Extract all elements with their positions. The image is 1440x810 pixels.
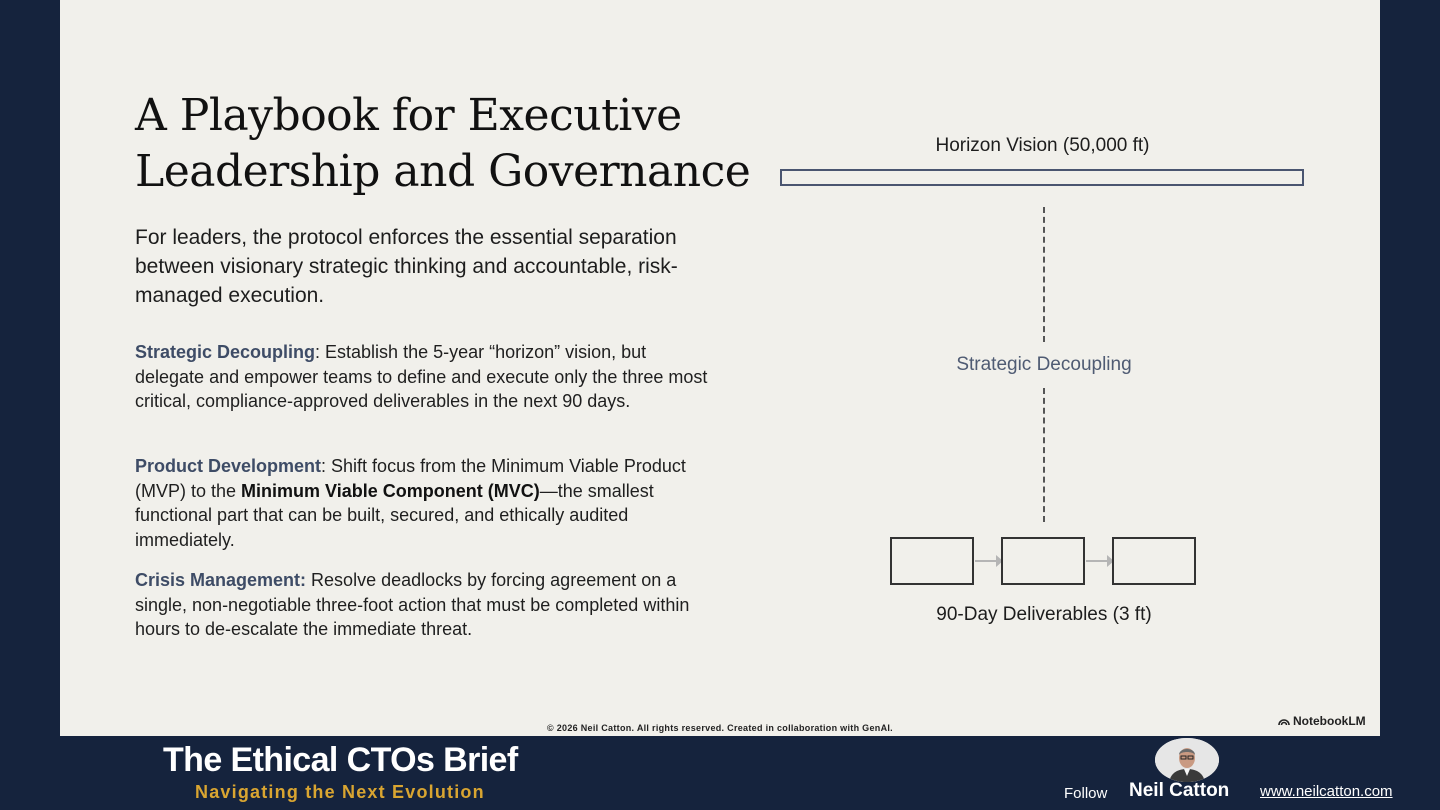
deliverable-box-3: [1112, 537, 1196, 585]
item-bold-term: Minimum Viable Component (MVC): [241, 480, 540, 501]
dashed-connector-bottom: [1043, 388, 1045, 522]
website-link[interactable]: www.neilcatton.com: [1260, 783, 1393, 800]
title-line-1: A Playbook for Executive: [135, 90, 682, 141]
item-strategic-decoupling: [135, 340, 720, 414]
item-text: : Establish the 5-year “horizon” vision, but delegate and empower teams to define and execute only the three most critical, compliance-approved deliverables in the next 90 days.: [135, 342, 708, 411]
item-label: Product Development: [135, 456, 322, 476]
item-label: Strategic Decoupling: [135, 342, 316, 362]
notebooklm-text: NotebookLM: [1293, 714, 1366, 728]
brand-subtitle: Navigating the Next Evolution: [195, 782, 485, 802]
strategic-decoupling-label: Strategic Decoupling: [956, 354, 1132, 375]
horizon-vision-label: Horizon Vision (50,000 ft): [935, 135, 1150, 156]
brand-title: The Ethical CTOs Brief: [163, 741, 518, 779]
arrow-right-icon: [1086, 560, 1112, 562]
notebooklm-logo: [1278, 714, 1366, 728]
item-text: : Shift focus from the Minimum Viable Product (MVP) to the: [135, 456, 686, 501]
avatar[interactable]: [1155, 738, 1219, 782]
slide: [60, 0, 1380, 736]
person-icon: [1155, 738, 1219, 782]
item-product-development: [135, 454, 720, 552]
arrow-right-icon: [975, 560, 1001, 562]
notebooklm-icon: [1278, 716, 1290, 726]
horizon-bar: [780, 169, 1304, 186]
dashed-connector-top: [1043, 207, 1045, 342]
deliverables-label: 90-Day Deliverables (3 ft): [936, 604, 1152, 625]
lead-paragraph: For leaders, the protocol enforces the essential separation between visionary strategic thinking and accountable, risk-managed execution.: [135, 226, 678, 307]
deliverable-box-1: [890, 537, 974, 585]
deliverable-box-2: [1001, 537, 1085, 585]
copyright-notice: © 2026 Neil Catton. All rights reserved. Created in collaboration with GenAI.: [547, 723, 893, 733]
item-crisis-management: [135, 568, 720, 642]
author-name: Neil Catton: [1129, 780, 1230, 801]
item-text-after: —the smallest functional part that can be built, secured, and ethically audited immediately.: [135, 480, 654, 550]
title-line-2: Leadership and Governance: [135, 146, 751, 197]
slide-title: [135, 88, 775, 200]
item-text: Resolve deadlocks by forcing agreement on a single, non-negotiable three-foot action that must be completed within hours to de-escalate the immediate threat.: [135, 570, 690, 639]
item-label: Crisis Management:: [135, 570, 307, 590]
follow-label: Follow: [1064, 785, 1108, 802]
